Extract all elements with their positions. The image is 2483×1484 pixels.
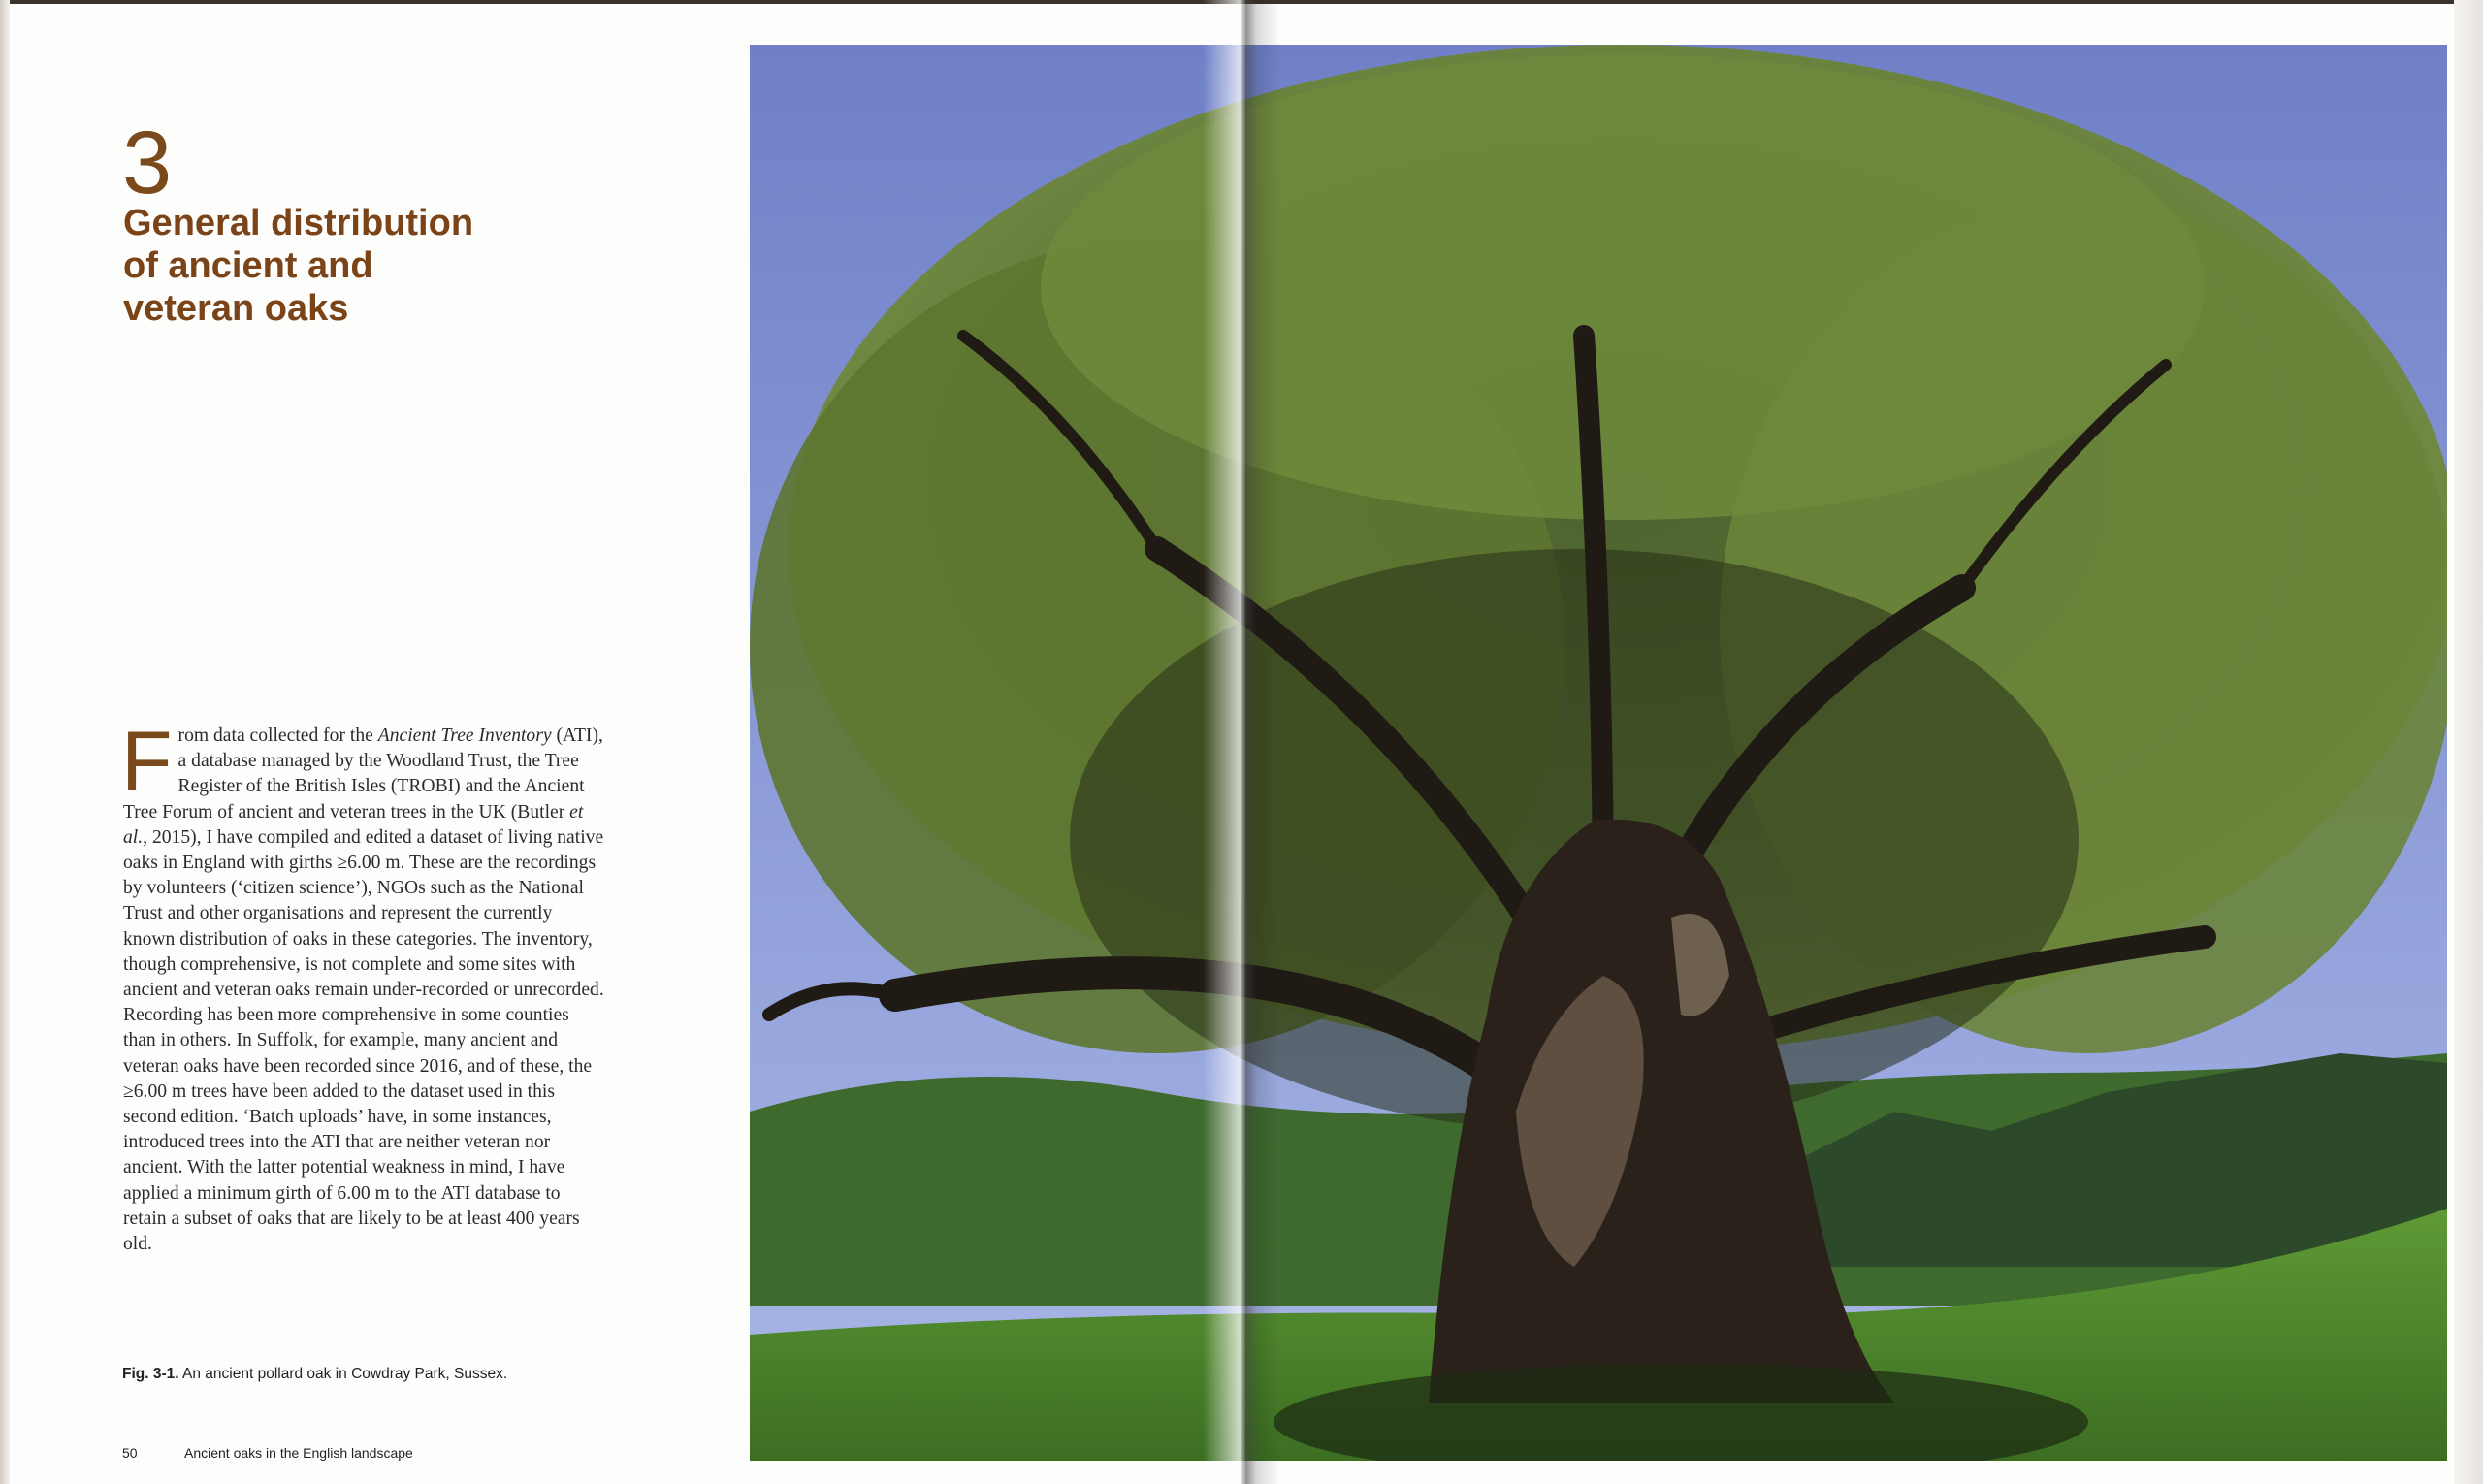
page-left-edge (0, 0, 10, 1484)
oak-tree-illustration (750, 45, 2447, 1461)
chapter-title-line: of ancient and (123, 245, 373, 286)
chapter-title-line: veteran oaks (123, 288, 349, 329)
page-number: 50 (122, 1445, 138, 1461)
body-italic-citation: et al. (123, 801, 584, 848)
chapter-title (123, 202, 531, 330)
oak-tree-photo (750, 45, 2447, 1461)
drop-cap: F (121, 715, 173, 808)
figure-label: Fig. 3-1. (122, 1366, 179, 1382)
running-head: Ancient oaks in the English landscape (184, 1445, 413, 1461)
body-paragraph (121, 715, 604, 1257)
chapter-title-line: General distribution (123, 203, 474, 243)
body-italic-title: Ancient Tree Inventory (377, 726, 552, 746)
page-right-edge (2454, 0, 2483, 1484)
body-text-run: rom data collected for the (177, 726, 378, 746)
chapter-number: 3 (122, 113, 173, 212)
body-text-run: , 2015), I have compiled and edited a dataset of living native oaks in England with girths ≥6.00 m. These are the recordings by volunteers (‘citizen science’), NGOs such as the National Trust and other organisations and represent the currently known distribution of oaks in these categories. The inventory, though comprehensive, is not complete and some sites with ancient and veteran oaks remain under-recorded or unrecorded. Recording has been more comprehensive in some counties than in others. In Suffolk, for example, many ancient and veteran oaks have been recorded since 2016, and of these, the ≥6.00 m trees have been added to the dataset used in this second edition. ‘Batch uploads’ have, in some instances, introduced trees into the ATI that are neither veteran nor ancient. With the latter potential weakness in mind, I have applied a minimum girth of 6.00 m to the ATI database to retain a subset of oaks that are likely to be at least 400 years old. (123, 826, 604, 1255)
body-text-run: (ATI), a database managed by the Woodland Trust, the Tree Register of the British Isles (TROBI) and the Ancient Tree Forum of ancient and veteran trees in the UK (Butler (123, 726, 603, 823)
figure-caption-text: An ancient pollard oak in Cowdray Park, Sussex. (178, 1366, 508, 1382)
page-top-edge (0, 0, 2483, 4)
figure-caption (122, 1366, 507, 1383)
